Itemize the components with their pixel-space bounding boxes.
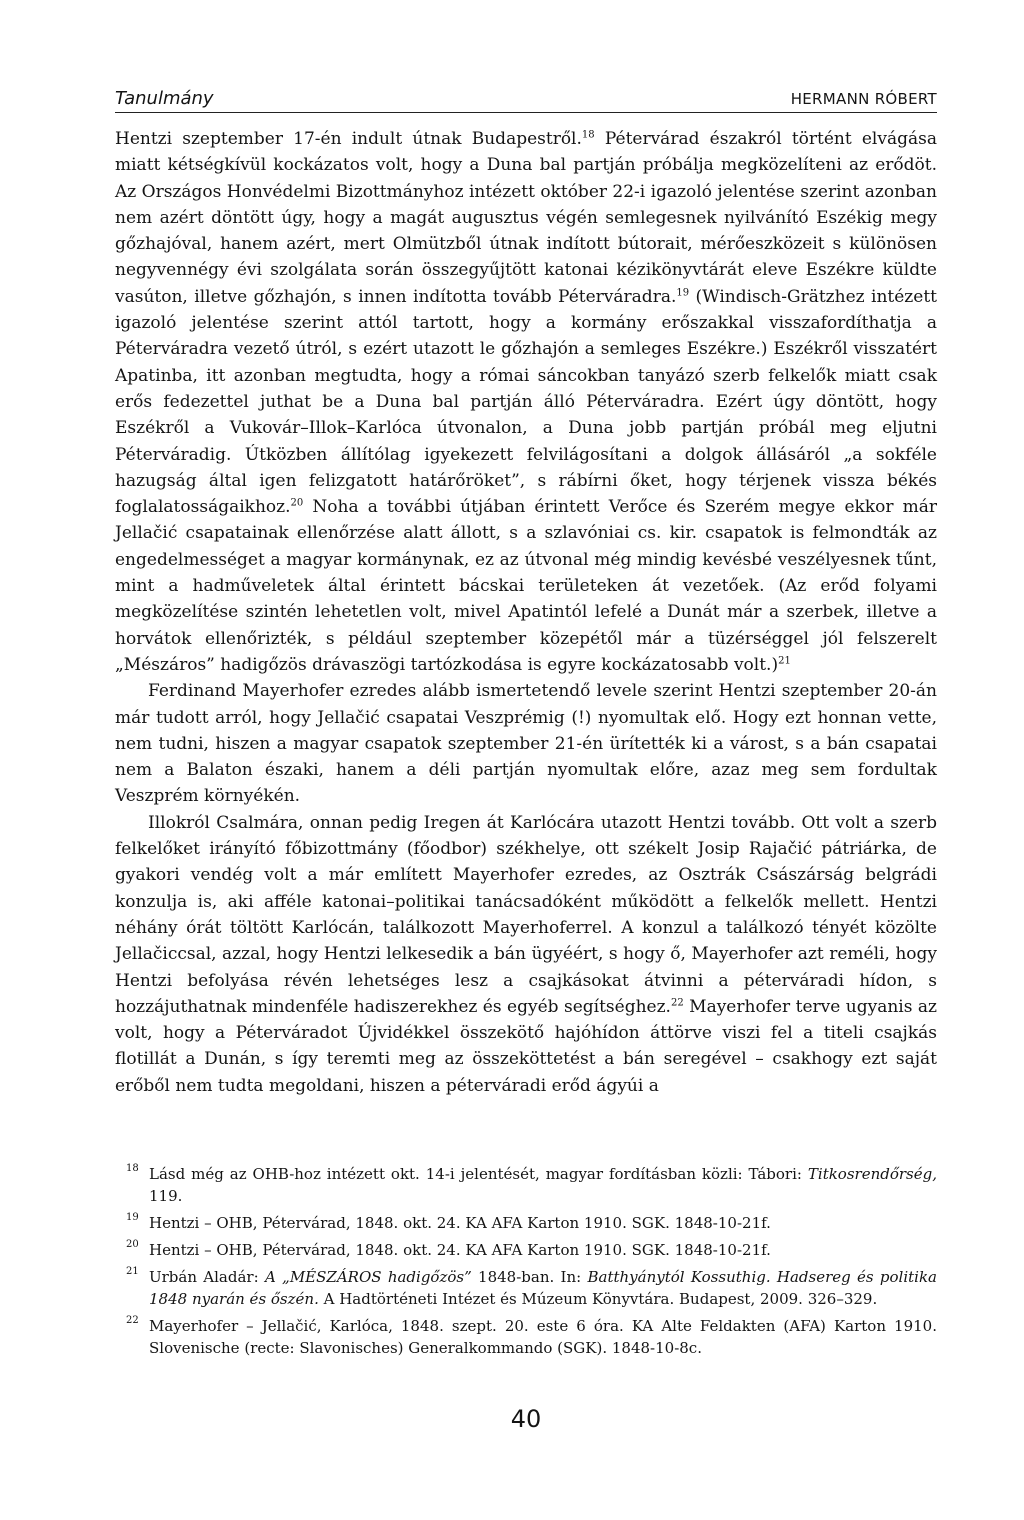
footnote-number: 22: [126, 1315, 139, 1326]
footnotes: [115, 1163, 937, 1364]
paragraph: [115, 810, 937, 1099]
footnote-ref: 20: [290, 497, 304, 509]
footnote-number: 19: [126, 1212, 139, 1223]
document-page: [115, 0, 937, 1520]
footnote-text: Hentzi – OHB, Pétervárad, 1848. okt. 24. KA AFA Karton 1910. SGK. 1848-10-21f.: [149, 1214, 771, 1232]
paragraph-text: Pétervárad északról történt elvágása miatt kétségkívül kockázatos volt, hogy a Duna bal partján próbálja megközelíteni az erődöt. Az Országos Honvédelmi Bizottmányhoz intézett október 22-i igazoló jelentése szerint azonban nem azért döntött úgy, hogy a magát augusztus végén semlegesnek nyilvánító Eszékig megy gőzhajóval, hanem azért, mert Olmützből útnak indított bútorait, mérőeszközeit s különösen negyvennégy évi szolgálata során összegyűjtött katonai kézikönyvtárát eleve Eszékre küldte vasúton, illetve gőzhajón, s innen indította tovább Péterváradra.: [115, 129, 937, 307]
footnote-ref: 22: [670, 997, 684, 1009]
footnote-number: 21: [126, 1266, 139, 1277]
footnote: [115, 1212, 937, 1234]
paragraph-text: Illokról Csalmára, onnan pedig Iregen át Karlócára utazott Hentzi tovább. Ott volt a szerb felkelőket irányító főbizottmány (főodbor) székhelye, ott székelt Josip Rajačić pátriárka, de gyakori vendég volt a már említett Mayerhofer ezredes, az Osztrák Császárság belgrádi konzulja is, aki afféle katonai–politikai tanácsadóként működött a felkelők mellett. Hentzi néhány órát töltött Karlócán, találkozott Mayerhoferrel. A konzul a találkozó tényét közölte Jellačiccsal, azzal, hogy Hentzi lelkesedik a bán ügyéért, s hogy ő, Mayerhofer azt reméli, hogy Hentzi befolyása révén lehetséges lesz a csajkásokat átvinni a péterváradi hídon, s hozzájuthatnak mindenféle hadiszerekhez és egyéb segítséghez.: [115, 812, 937, 1017]
author-name: HERMANN RÓBERT: [790, 90, 937, 108]
paragraph: [115, 678, 937, 809]
footnote: [115, 1163, 937, 1207]
body-text: [115, 126, 937, 1099]
paragraph-text: Ferdinand Mayerhofer ezredes alább ismertetendő levele szerint Hentzi szeptember 20-án már tudott arról, hogy Jellačić csapatai Veszprémig (!) nyomultak elő. Hogy ezt honnan vette, nem tudni, hiszen a magyar csapatok szeptember 21-én ürítették ki a várost, s a bán csapatai nem a Balaton északi, hanem a déli partján nyomultak előre, azaz meg sem fordultak Veszprém környékén.: [115, 681, 937, 807]
footnote-ref: 21: [778, 655, 791, 667]
footnote: [115, 1266, 937, 1310]
running-head: [115, 86, 937, 113]
paragraph-text: Noha a további útjában érintett Verőce és Szerém megye ekkor már Jellačić csapatainak ellenőrzése alatt állott, s a szlavóniai cs. kir. csapatok is felmondták az engedelmességet a magyar kormánynak, ez az útvonal még mindig kevésbé veszélyesnek tűnt, mint a hadműveletek által érintett bácskai területeken át vezetőek. (Az erőd folyami megközelítése szintén lehetetlen volt, mivel Apatintól lefelé a Dunát már a szerbek, illetve a horvátok ellenőrizték, s például szeptember közepétől már a tüzérséggel jól felszerelt „Mészáros” hadigőzös drávaszögi tartózkodása is egyre kockázatosabb volt.): [115, 497, 937, 675]
footnote-text: A Hadtörténeti Intézet és Múzeum Könyvtára. Budapest, 2009. 326–329.: [318, 1290, 878, 1308]
footnote-italic: Titkosrendőrség,: [807, 1165, 937, 1183]
footnote-ref: 19: [676, 287, 690, 299]
footnote-text: Mayerhofer – Jellačić, Karlóca, 1848. szept. 20. este 6 óra. KA Alte Feldakten (AFA) Karton 1910. Slovenische (recte: Slavonisches) Generalkommando (SGK). 1848-10-8c.: [149, 1317, 937, 1357]
page-number: 40: [510, 1405, 542, 1433]
paragraph-text: (Windisch-Grätzhez intézett igazoló jelentése szerint attól tartott, hogy a kormány erőszakkal visszafordíthatja a Péterváradra vezető útról, s ezért utazott le gőzhajón a semleges Eszékre.) Eszékről visszatért Apatinba, itt azonban megtudta, hogy a római sáncokban tanyázó szerb felkelők miatt csak erős fedezettel juthat be a Duna bal partján álló Péterváradra. Ezért úgy döntött, hogy Eszékről a Vukovár–Illok–Karlóca útvonalon, a Duna jobb partján próbál meg eljutni Péterváradig. Útközben állítólag igyekezett felvilágosítani a dolgok állásáról „a sokféle hazugság által igen felizgatott határőröket”, s rábírni őket, hogy térjenek vissza békés foglalatosságaikhoz.: [115, 286, 937, 518]
footnote-number: 20: [126, 1239, 139, 1250]
footnote-text: 1848-ban. In:: [471, 1268, 588, 1286]
paragraph-text: Mayerhofer terve ugyanis az volt, hogy a Péterváradot Újvidékkel összekötő hajóhídon áttörve viszi fel a titeli csajkás flotillát a Dunán, s így teremti meg az összeköttetést a bán seregével – csakhogy ezt saját erőből nem tudta megoldani, hiszen a péterváradi erőd ágyúi a: [115, 996, 937, 1096]
footnote-number: 18: [126, 1163, 139, 1174]
footnote-ref: 18: [581, 129, 595, 141]
paragraph-text: Hentzi szeptember 17-én indult útnak Budapestről.: [115, 129, 582, 149]
paragraph: [115, 126, 937, 678]
footnote-text: Hentzi – OHB, Pétervárad, 1848. okt. 24. KA AFA Karton 1910. SGK. 1848-10-21f.: [149, 1241, 771, 1259]
footnote: [115, 1239, 937, 1261]
footnote-text: Urbán Aladár:: [149, 1268, 265, 1286]
footnote-text: 119.: [149, 1187, 183, 1205]
footnote-italic: Batthyánytól Kossuthig. Hadsereg és politika 1848 nyarán és őszén.: [149, 1268, 937, 1308]
footnote-text: Lásd még az OHB-hoz intézett okt. 14-i jelentését, magyar fordításban közli: Tábori:: [149, 1165, 808, 1183]
footnote-italic: A „MÉSZÁROS hadigőzös”: [264, 1268, 472, 1286]
footnote: [115, 1315, 937, 1359]
section-title: Tanulmány: [115, 88, 214, 109]
